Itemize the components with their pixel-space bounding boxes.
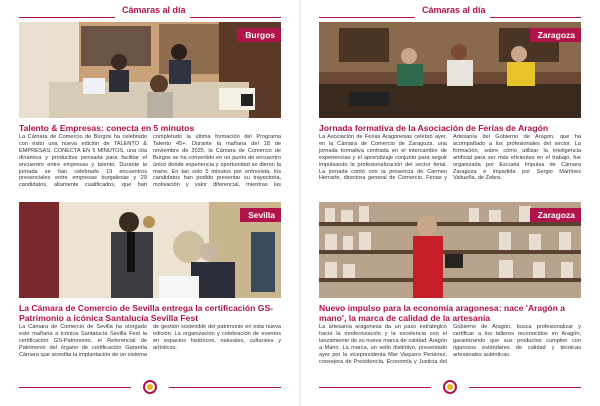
zaragoza-artesania-photo xyxy=(319,202,581,298)
section-title: Cámaras al día xyxy=(122,5,186,15)
location-tag: Zaragoza xyxy=(530,208,581,222)
article-headline: La Cámara de Comercio de Sevilla entrega la certificación GS-Patrimonio a icónica Santalucía Sevilla Fest xyxy=(19,303,274,323)
page-footer xyxy=(19,380,281,394)
footer-rule xyxy=(319,387,431,388)
header-rule xyxy=(190,17,281,18)
article-headline: Talento & Empresas: conecta en 5 minutos xyxy=(19,123,195,133)
sevilla-photo xyxy=(19,202,281,298)
page-header xyxy=(300,5,600,19)
article-body: La artesanía aragonesa da un paso estratégico hacia la modernización y la excelencia con el lanzamiento de su nueva marca de calidad: Aragón a Mano. La marca, un sello distintivo, presentado ayer por la vicepresidenta Mar Vaquero Periánez, consejera de Presidencia, Economía y Justicia del Gobierno de Aragón, busca profesionalizar y certificar a los talleres reconocidos en Aragón, garantizando que sus productos cumplen con rigurosos estándares de calidad y técnicas artesanales auténticas. xyxy=(319,324,581,365)
article-headline: Jornada formativa de la Asociación de Ferias de Aragón xyxy=(319,123,549,133)
camara-logo-icon xyxy=(143,380,157,394)
section-title: Cámaras al día xyxy=(422,5,486,15)
location-tag: Sevilla xyxy=(240,208,281,222)
header-rule xyxy=(319,17,415,18)
footer-rule xyxy=(469,387,581,388)
camara-logo-icon xyxy=(443,380,457,394)
article-headline: Nuevo impulso para la economía aragonesa: nace 'Aragón a mano', la marca de calidad de la artesanía xyxy=(319,303,566,323)
article-body: La Cámara de Comercio de Sevilla ha otorgado este mañana a icónica Santalucía Sevilla Fest la certificación GS-Patrimonio, el Referencial de Patrimonio del órgano de certificación Garantía Cámara que acredita la implantación de un sistema de gestión sostenible del patrimonio en esta nueva edición. La organización y celebración de eventos en espacios históricos, naturales, culturales y artísticos. xyxy=(19,324,281,358)
right-page xyxy=(300,0,600,406)
footer-rule xyxy=(19,387,131,388)
header-rule xyxy=(19,17,115,18)
zaragoza-meeting-photo xyxy=(319,22,581,118)
header-rule xyxy=(490,17,581,18)
location-tag: Zaragoza xyxy=(530,28,581,42)
article-body: La Cámara de Comercio de Burgos ha celebrado con éxito una nueva edición de TALENTO & EMPRESAS: CONECTA EN 5 MINUTOS, una cita dinámica y productiva pensada para facilitar el encuentro entre empresas y talento. Durante la jornada se han celebrado 19 encuentros presenciales entre empresas burgalesas y 29 candidatos, altamente cualificados, que han completado la última formación del Programa Talento 45+. Durante la mañana del 18 de noviembre de 2025, la Cámara de Comercio de Burgos se ha convertido en un punto de encuentro único donde experiencia y oportunidad se dieron la mano. En tan solo 5 minutos por entrevista, los candidatos han podido presentar su trayectoria, motivación y valor diferencial, mientras las xyxy=(19,134,281,189)
article-body: La Asociación de Ferias Aragonesas celebró ayer, en la Cámara de Comercio de Zaragoza, una jornada formativa centrada en el intercambio de experiencias y el aprendizaje conjunto para seguir impulsando la profesionalización del sector ferial. La jornada contó con la presencia de Carmen Herrarte, directora general de Comercio, Ferias y Artesanía del Gobierno de Aragón, que ha acompañado a los profesionales del sector. La formación, sobre cómo utilizar la inteligencia artificial para ser más eficientes en el trabajo, fue organizada por Escuela Impulsa de Cámara Zaragoza e impartida por Sergio Martínez Valtueña, de Zebra. xyxy=(319,134,581,182)
page-header xyxy=(0,5,300,19)
page-footer xyxy=(319,380,581,394)
location-tag: Burgos xyxy=(237,28,281,42)
burgos-photo xyxy=(19,22,281,118)
footer-rule xyxy=(169,387,281,388)
